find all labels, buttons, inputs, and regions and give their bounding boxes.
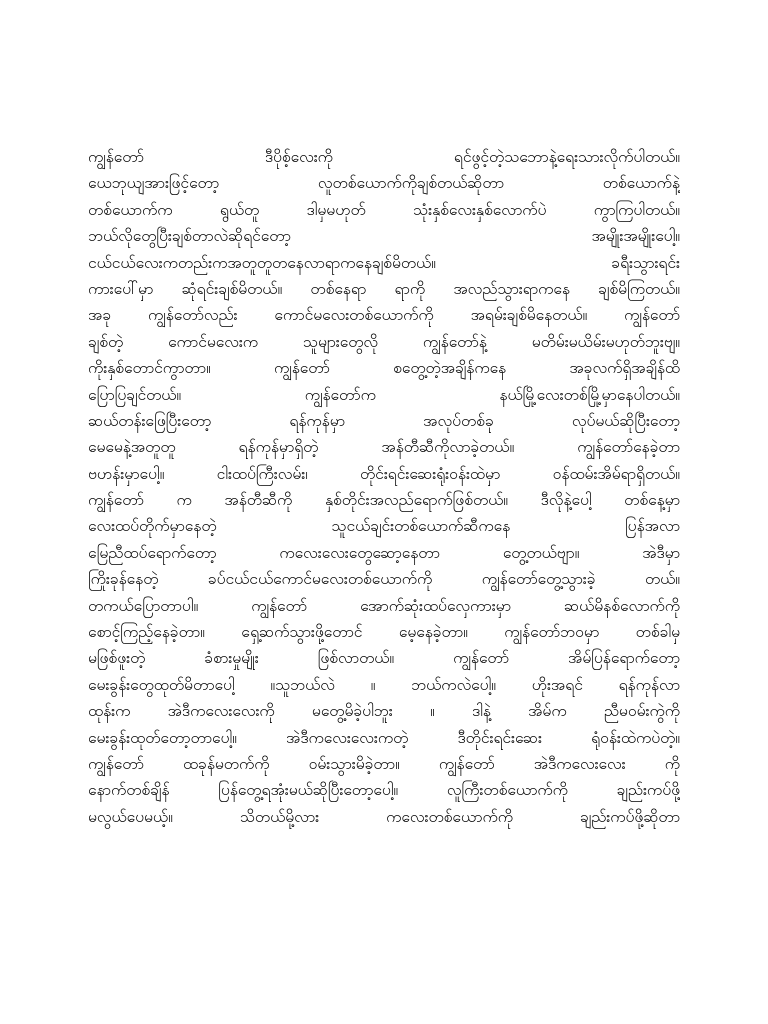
text-line: မေးခွန်းတွေထုတ်မိတာပေါ့ ။သူဘယ်လဲ ။ ဘယ်ကလဲပေါ့။ ဟိုးအရင် ရန်ကုန်လာ xyxy=(88,675,680,694)
text-line: စောင့်ကြည့်နေခဲ့တာ။ ရှေ့ဆက်သွားဖို့တောင် မေ့နေခဲ့တာ။ ကျွန်တော်ဘဝမှာ တစ်ခါမှ xyxy=(88,623,680,642)
text-line: ယေဘုယျအားဖြင့်တော့ လူတစ်ယောက်ကိုချစ်တယ်ဆိုတာ တစ်ယောက်နဲ့ xyxy=(88,174,680,193)
text-line: ဘယ်လိုတွေပြီးချစ်တာလဲဆိုရင်တော့ အမျိုးအမျိုးပေါ့။ xyxy=(88,227,680,246)
text-line: ဗဟန်းမှာပေါ့။ ငါးထပ်ကြီးလမ်း၊ တိုင်းရင်းဆေးရုံးဝန်းထဲမှာ ဝန်ထမ်းအိမ်ရာရှိတယ်။ xyxy=(88,464,680,483)
text-line: မလွယ်ပေမယ့်။ သိတယ်မို့လား ကလေးတစ်ယောက်ကို ချည်းကပ်ဖို့ဆိုတာ xyxy=(88,807,680,826)
text-line: မြေညီထပ်ရောက်တော့ ကလေးလေးတွေဆော့နေတာ တွေ့တယ်ဗျာ။ အဲဒီမှာ xyxy=(88,543,680,562)
text-line: ပြောပြချင်တယ်။ ကျွန်တော်က နယ်မြို့လေးတစ်မြို့မှာနေပါတယ်။ xyxy=(88,385,680,404)
text-line: တကယ်ပြောတာပါ။ ကျွန်တော် အောက်ဆုံးထပ်လှေကားမှာ ဆယ်မိနစ်လောက်ကို xyxy=(88,596,680,615)
text-line: ဆယ်တန်းဖြေပြီးတော့ ရန်ကုန်မှာ အလုပ်တစ်ခု လုပ်မယ်ဆိုပြီးတော့ xyxy=(88,411,680,430)
text-line: ကျွန်တော် ထခုန်မတက်ကို ဝမ်းသွားမိခဲ့တာ။ ကျွန်တော် အဲဒီကလေးလေး ကို xyxy=(88,754,680,773)
text-line: ကျွန်တော် ဒီပိုစ့်လေးကို ရင်ဖွင့်တဲ့သဘောနဲ့ရေးသားလိုက်ပါတယ်။ xyxy=(88,148,680,166)
text-line: ကိုးနှစ်တောင်ကွာတာ။ ကျွန်တော် စတွေ့တဲ့အချိန်ကနေ အခုလက်ရှိအချိန်ထိ xyxy=(88,359,680,378)
text-line: ကြိုးခုန်နေတဲ့ ခပ်ငယ်ငယ်ကောင်မလေးတစ်ယောက်ကို ကျွန်တော်တွေ့သွားခဲ့ တယ်။ xyxy=(88,570,680,589)
text-line: မေးခွန်းထုတ်တော့တာပေါ့။ အဲဒီကလေးလေးကတဲ့ ဒီတိုင်းရင်းဆေး ရုံဝန်းထဲကပဲတဲ့။ xyxy=(88,728,680,747)
text-line: အခု ကျွန်တော်လည်း ကောင်မလေးတစ်ယောက်ကို အရမ်းချစ်မိနေတယ်။ ကျွန်တော် xyxy=(88,306,680,325)
text-line: ထုန်းက အဲဒီကလေးလေးကို မတွေ့မိခဲ့ပါဘူး ။ ဒါနဲ့ အိမ်က ညီမဝမ်းကွဲကို xyxy=(88,702,680,721)
text-line: ငယ်ငယ်လေးကတည်းကအတူတူတနေလာရာကနေချစ်မိတယ်။ ခရီးသွားရင်း xyxy=(88,253,680,272)
text-line: မဖြစ်ဖူးတဲ့ ခံစားမှုမျိုး ဖြစ်လာတယ်။ ကျွန်တော် အိမ်ပြန်ရောက်တော့ xyxy=(88,649,680,668)
text-line: ကားပေါ်မှာ ဆုံရင်းချစ်မိတယ်။ တစ်နေရာ ရာကို အလည်သွားရာကနေ ချစ်မိကြတယ်။ xyxy=(88,279,680,298)
text-line: ကျွန်တော် က အန်တီဆီကို နှစ်တိုင်းအလည်ရောက်ဖြစ်တယ်။ ဒီလိုနဲ့ပေါ့ တစ်နေ့မှာ xyxy=(88,491,680,510)
text-line: လေးထပ်တိုက်မှာနေတဲ့ သူငယ်ချင်းတစ်ယောက်ဆီကနေ ပြန်အလာ xyxy=(88,517,680,536)
body-text xyxy=(88,144,680,830)
text-line: ချစ်တဲ့ ကောင်မလေးက သူများတွေလို ကျွန်တော်နဲ့ မတိမ်းမယိမ်းမဟုတ်ဘူးဗျ။ xyxy=(88,332,680,351)
text-line: တစ်ယောက်က ရွယ်တူ ဒါမှမဟုတ် သုံးနှစ်လေးနှစ်လောက်ပဲ ကွာကြပါတယ်။ xyxy=(88,200,680,219)
text-line: မေမေနဲ့အတူတူ ရန်ကုန်မှာရှိတဲ့ အန်တီဆီကိုလာခဲ့တယ်။ ကျွန်တော်နေခဲ့တာ xyxy=(88,438,680,457)
text-line: နောက်တစ်ချိန် ပြန်တွေ့ရအုံးမယ်ဆိုပြီးတော့ပေါ့။ လူကြီးတစ်ယောက်ကို ချည်းကပ်ဖို့ xyxy=(88,781,680,800)
